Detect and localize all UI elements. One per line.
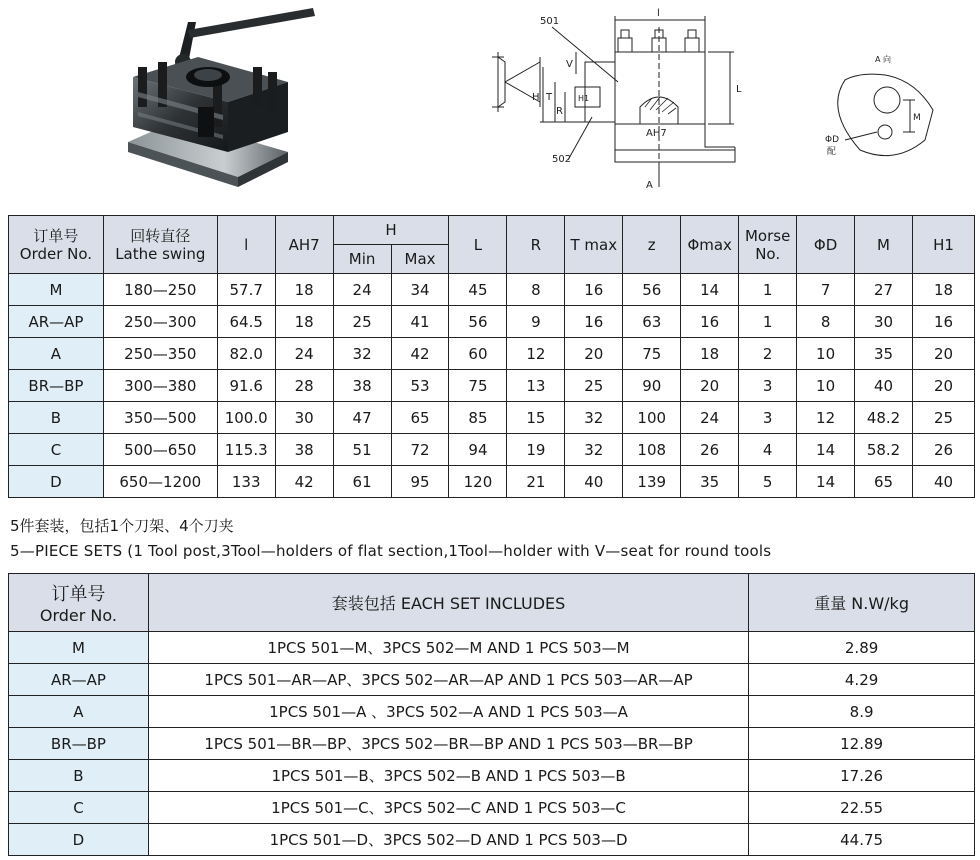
- table-cell: 1PCS 501—C、3PCS 502—C AND 1 PCS 503—C: [148, 792, 748, 824]
- table-cell: 1PCS 501—A 、3PCS 502—A AND 1 PCS 503—A: [148, 696, 748, 728]
- table-cell: 20: [913, 370, 975, 402]
- header-tmax: T max: [565, 216, 623, 274]
- table-cell: 18: [913, 274, 975, 306]
- table-cell: 13: [507, 370, 565, 402]
- table-cell: 26: [681, 434, 739, 466]
- spec-row: [9, 338, 975, 370]
- spec-row: [9, 306, 975, 338]
- set-table: [8, 573, 975, 856]
- label-dim-d: ΦD: [825, 135, 840, 145]
- set-table-body: [9, 632, 975, 856]
- label-dim-t: T: [546, 92, 553, 103]
- table-cell: 35: [681, 466, 739, 498]
- table-cell: 35: [855, 338, 913, 370]
- header-order-no: [9, 216, 104, 274]
- figures-area: [0, 0, 980, 200]
- table-cell: 38: [333, 370, 391, 402]
- label-dim-h1: H1: [578, 94, 590, 103]
- table-cell: 28: [275, 370, 333, 402]
- table-cell: 12.89: [749, 728, 975, 760]
- table-cell: 2.89: [749, 632, 975, 664]
- set-header-order-no: [9, 574, 149, 632]
- header-phid: ΦD: [797, 216, 855, 274]
- table-cell: 56: [623, 274, 681, 306]
- set-header-order-cn: 订单号: [51, 584, 106, 605]
- table-cell: C: [9, 434, 104, 466]
- table-cell: A: [9, 696, 149, 728]
- table-cell: 95: [391, 466, 449, 498]
- table-cell: 40: [913, 466, 975, 498]
- table-cell: 32: [565, 402, 623, 434]
- table-cell: 65: [855, 466, 913, 498]
- table-cell: 1PCS 501—BR—BP、3PCS 502—BR—BP AND 1 PCS 503—BR—BP: [148, 728, 748, 760]
- table-cell: 85: [449, 402, 507, 434]
- table-cell: D: [9, 466, 104, 498]
- table-cell: C: [9, 792, 149, 824]
- label-dim-v: V: [566, 59, 573, 70]
- header-r: R: [507, 216, 565, 274]
- table-cell: 7: [797, 274, 855, 306]
- header-h-max: Max: [391, 245, 449, 274]
- table-cell: 24: [333, 274, 391, 306]
- technical-drawing: [480, 2, 760, 197]
- table-cell: 4: [739, 434, 797, 466]
- table-cell: 51: [333, 434, 391, 466]
- table-cell: 17.26: [749, 760, 975, 792]
- table-cell: 14: [797, 466, 855, 498]
- label-dim-L: L: [736, 84, 742, 95]
- set-row: [9, 696, 975, 728]
- table-cell: 18: [275, 306, 333, 338]
- table-cell: 72: [391, 434, 449, 466]
- header-L: L: [449, 216, 507, 274]
- table-cell: A: [9, 338, 104, 370]
- table-cell: 42: [275, 466, 333, 498]
- table-cell: 3: [739, 402, 797, 434]
- table-cell: 115.3: [217, 434, 275, 466]
- set-row: [9, 792, 975, 824]
- table-cell: 12: [507, 338, 565, 370]
- label-dim-d-note: 配: [827, 147, 837, 157]
- table-cell: 22.55: [749, 792, 975, 824]
- table-cell: 75: [623, 338, 681, 370]
- table-cell: 41: [391, 306, 449, 338]
- table-cell: AR—AP: [9, 664, 149, 696]
- table-cell: 14: [681, 274, 739, 306]
- table-cell: D: [9, 824, 149, 856]
- label-dim-m: M: [913, 113, 921, 123]
- table-cell: 24: [681, 402, 739, 434]
- table-cell: 18: [681, 338, 739, 370]
- table-cell: 8: [507, 274, 565, 306]
- header-h-min: Min: [333, 245, 391, 274]
- table-cell: 34: [391, 274, 449, 306]
- table-cell: 65: [391, 402, 449, 434]
- set-header-order-en: Order No.: [39, 606, 117, 625]
- header-ah7: AH7: [275, 216, 333, 274]
- table-cell: 20: [681, 370, 739, 402]
- table-cell: 57.7: [217, 274, 275, 306]
- spec-row: [9, 402, 975, 434]
- table-cell: 32: [333, 338, 391, 370]
- table-cell: 56: [449, 306, 507, 338]
- table-cell: B: [9, 402, 104, 434]
- set-row: [9, 664, 975, 696]
- table-cell: 16: [913, 306, 975, 338]
- table-cell: 250—300: [103, 306, 217, 338]
- table-cell: 25: [913, 402, 975, 434]
- table-cell: 350—500: [103, 402, 217, 434]
- table-cell: 75: [449, 370, 507, 402]
- table-cell: 40: [565, 466, 623, 498]
- table-cell: 8: [797, 306, 855, 338]
- set-row: [9, 728, 975, 760]
- table-cell: 24: [275, 338, 333, 370]
- table-cell: 9: [507, 306, 565, 338]
- header-h: H: [333, 216, 449, 245]
- table-cell: 5: [739, 466, 797, 498]
- table-cell: 100.0: [217, 402, 275, 434]
- spec-table: [8, 215, 975, 498]
- table-cell: 40: [855, 370, 913, 402]
- set-note-cn: 5件套装，包括1个刀架、4个刀夹: [10, 517, 234, 535]
- table-cell: 64.5: [217, 306, 275, 338]
- table-cell: 3: [739, 370, 797, 402]
- set-header-includes: 套装包括 EACH SET INCLUDES: [148, 574, 748, 632]
- table-cell: 1PCS 501—B、3PCS 502—B AND 1 PCS 503—B: [148, 760, 748, 792]
- header-z: z: [623, 216, 681, 274]
- tool-post-photo: [118, 2, 323, 192]
- view-a-drawing: [815, 50, 940, 170]
- table-cell: 42: [391, 338, 449, 370]
- label-502: 502: [552, 154, 572, 165]
- set-row: [9, 632, 975, 664]
- table-cell: 20: [913, 338, 975, 370]
- table-cell: AR—AP: [9, 306, 104, 338]
- spec-table-body: [9, 274, 975, 498]
- table-cell: 47: [333, 402, 391, 434]
- table-cell: 16: [565, 306, 623, 338]
- header-lathe-swing: [103, 216, 217, 274]
- table-cell: 91.6: [217, 370, 275, 402]
- table-cell: 14: [797, 434, 855, 466]
- table-cell: 53: [391, 370, 449, 402]
- table-cell: 139: [623, 466, 681, 498]
- set-note-en: 5—PIECE SETS (1 Tool post,3Tool—holders of flat section,1Tool—holder with V—seat for round tools: [10, 542, 772, 560]
- header-morse-1: Morse: [744, 226, 791, 245]
- table-cell: 108: [623, 434, 681, 466]
- table-cell: B: [9, 760, 149, 792]
- header-swing-en: Lathe swing: [115, 244, 206, 263]
- table-cell: 16: [681, 306, 739, 338]
- spec-row: [9, 466, 975, 498]
- header-swing-cn: 回转直径: [130, 226, 191, 245]
- table-cell: 300—380: [103, 370, 217, 402]
- table-cell: 58.2: [855, 434, 913, 466]
- table-cell: 650—1200: [103, 466, 217, 498]
- set-row: [9, 760, 975, 792]
- label-501: 501: [540, 16, 560, 27]
- label-dim-l: l: [657, 8, 660, 19]
- table-cell: 16: [565, 274, 623, 306]
- table-cell: 250—350: [103, 338, 217, 370]
- table-cell: 1: [739, 274, 797, 306]
- table-cell: 38: [275, 434, 333, 466]
- table-cell: 133: [217, 466, 275, 498]
- table-cell: 18: [275, 274, 333, 306]
- table-cell: 90: [623, 370, 681, 402]
- table-cell: 4.29: [749, 664, 975, 696]
- header-l: l: [217, 216, 275, 274]
- table-cell: M: [9, 632, 149, 664]
- table-cell: 500—650: [103, 434, 217, 466]
- table-cell: 1PCS 501—M、3PCS 502—M AND 1 PCS 503—M: [148, 632, 748, 664]
- table-cell: 120: [449, 466, 507, 498]
- table-cell: 100: [623, 402, 681, 434]
- table-cell: 48.2: [855, 402, 913, 434]
- table-cell: 26: [913, 434, 975, 466]
- table-cell: 8.9: [749, 696, 975, 728]
- header-h1: H1: [913, 216, 975, 274]
- spec-row: [9, 274, 975, 306]
- header-order-en: Order No.: [19, 244, 93, 263]
- table-cell: 15: [507, 402, 565, 434]
- label-dim-r: R: [556, 106, 563, 117]
- table-cell: 2: [739, 338, 797, 370]
- header-morse: [739, 216, 797, 274]
- header-order-cn: 订单号: [33, 226, 79, 245]
- table-cell: 25: [333, 306, 391, 338]
- table-cell: 25: [565, 370, 623, 402]
- table-cell: 12: [797, 402, 855, 434]
- header-morse-2: No.: [755, 244, 781, 263]
- table-cell: 45: [449, 274, 507, 306]
- label-view-a: A 向: [875, 55, 892, 64]
- table-cell: 30: [855, 306, 913, 338]
- spec-row: [9, 370, 975, 402]
- table-cell: 61: [333, 466, 391, 498]
- table-cell: M: [9, 274, 104, 306]
- label-arrow-a: A: [646, 180, 653, 191]
- label-dim-ah7: AH7: [646, 128, 667, 139]
- table-cell: 1: [739, 306, 797, 338]
- header-phimax: Φmax: [681, 216, 739, 274]
- table-cell: 19: [507, 434, 565, 466]
- table-cell: 60: [449, 338, 507, 370]
- table-cell: 1PCS 501—AR—AP、3PCS 502—AR—AP AND 1 PCS 503—AR—AP: [148, 664, 748, 696]
- table-cell: 44.75: [749, 824, 975, 856]
- spec-row: [9, 434, 975, 466]
- table-cell: 30: [275, 402, 333, 434]
- set-header-weight: 重量 N.W/kg: [749, 574, 975, 632]
- table-cell: 94: [449, 434, 507, 466]
- table-cell: 32: [565, 434, 623, 466]
- set-row: [9, 824, 975, 856]
- table-cell: 63: [623, 306, 681, 338]
- table-cell: 180—250: [103, 274, 217, 306]
- table-cell: 1PCS 501—D、3PCS 502—D AND 1 PCS 503—D: [148, 824, 748, 856]
- table-cell: BR—BP: [9, 370, 104, 402]
- label-dim-h: H: [532, 92, 540, 103]
- table-cell: 27: [855, 274, 913, 306]
- table-cell: BR—BP: [9, 728, 149, 760]
- table-cell: 10: [797, 338, 855, 370]
- table-cell: 20: [565, 338, 623, 370]
- table-cell: 10: [797, 370, 855, 402]
- table-cell: 21: [507, 466, 565, 498]
- header-m: M: [855, 216, 913, 274]
- table-cell: 82.0: [217, 338, 275, 370]
